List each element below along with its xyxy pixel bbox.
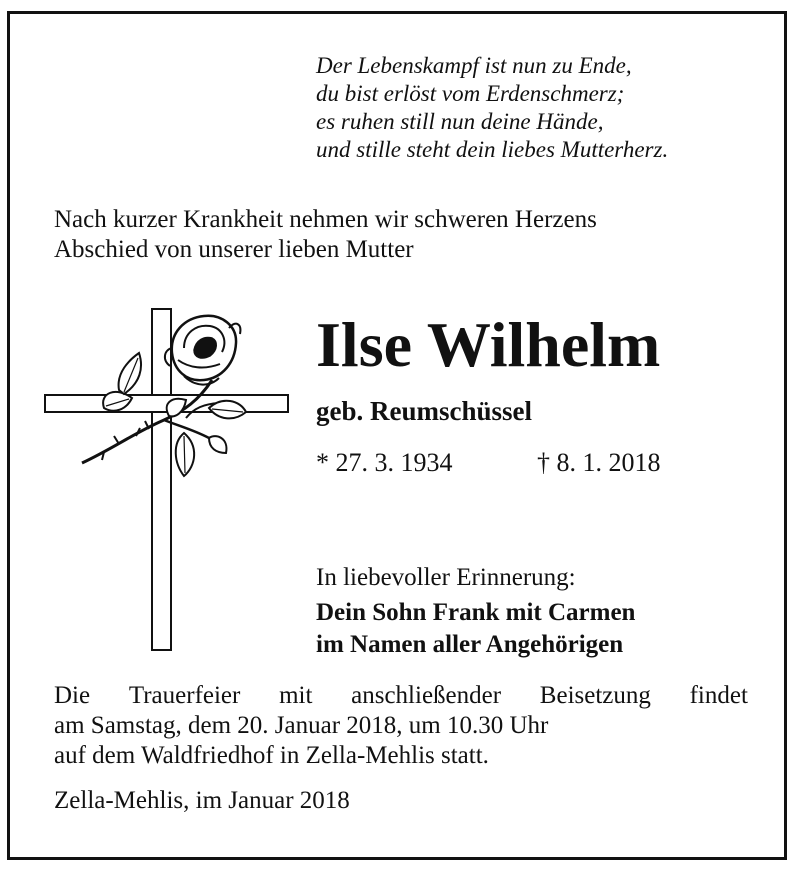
cross-with-rose-icon	[44, 308, 289, 653]
funeral-word: Die	[54, 682, 91, 709]
mourners	[316, 597, 635, 661]
mourner-line: Dein Sohn Frank mit Carmen	[316, 599, 636, 626]
funeral-word: Beisetzung	[539, 682, 651, 709]
funeral-word: Trauerfeier	[128, 682, 241, 709]
funeral-line-justified	[54, 681, 748, 711]
place-and-date: Zella-Mehlis, im Januar 2018	[54, 787, 350, 814]
mourner-line: im Namen aller Angehörigen	[316, 631, 624, 658]
birth-name: geb. Reumschüssel	[316, 396, 533, 426]
funeral-word: mit	[279, 682, 313, 709]
life-dates	[316, 446, 661, 480]
funeral-line: auf dem Waldfriedhof in Zella-Mehlis statt.	[54, 742, 489, 769]
funeral-word: findet	[689, 682, 748, 709]
poem-line: Der Lebenskampf ist nun zu Ende,	[316, 53, 632, 78]
intro-text	[54, 205, 597, 265]
funeral-notice	[54, 681, 748, 771]
poem-line: du bist erlöst vom Erdenschmerz;	[316, 81, 625, 106]
birth-date: * 27. 3. 1934	[316, 448, 453, 477]
memorial-lead: In liebevoller Erinnerung:	[316, 564, 576, 591]
poem-line: und stille steht dein liebes Mutterherz.	[316, 137, 669, 162]
deceased-name: Ilse Wilhelm	[316, 309, 661, 380]
funeral-word: anschließender	[351, 682, 502, 709]
death-date: † 8. 1. 2018	[537, 448, 661, 477]
intro-line: Abschied von unserer lieben Mutter	[54, 236, 414, 263]
intro-line: Nach kurzer Krankheit nehmen wir schweren Herzens	[54, 206, 597, 233]
poem-line: es ruhen still nun deine Hände,	[316, 109, 604, 134]
funeral-line: am Samstag, dem 20. Januar 2018, um 10.30 Uhr	[54, 712, 549, 739]
memorial-poem	[316, 52, 668, 164]
